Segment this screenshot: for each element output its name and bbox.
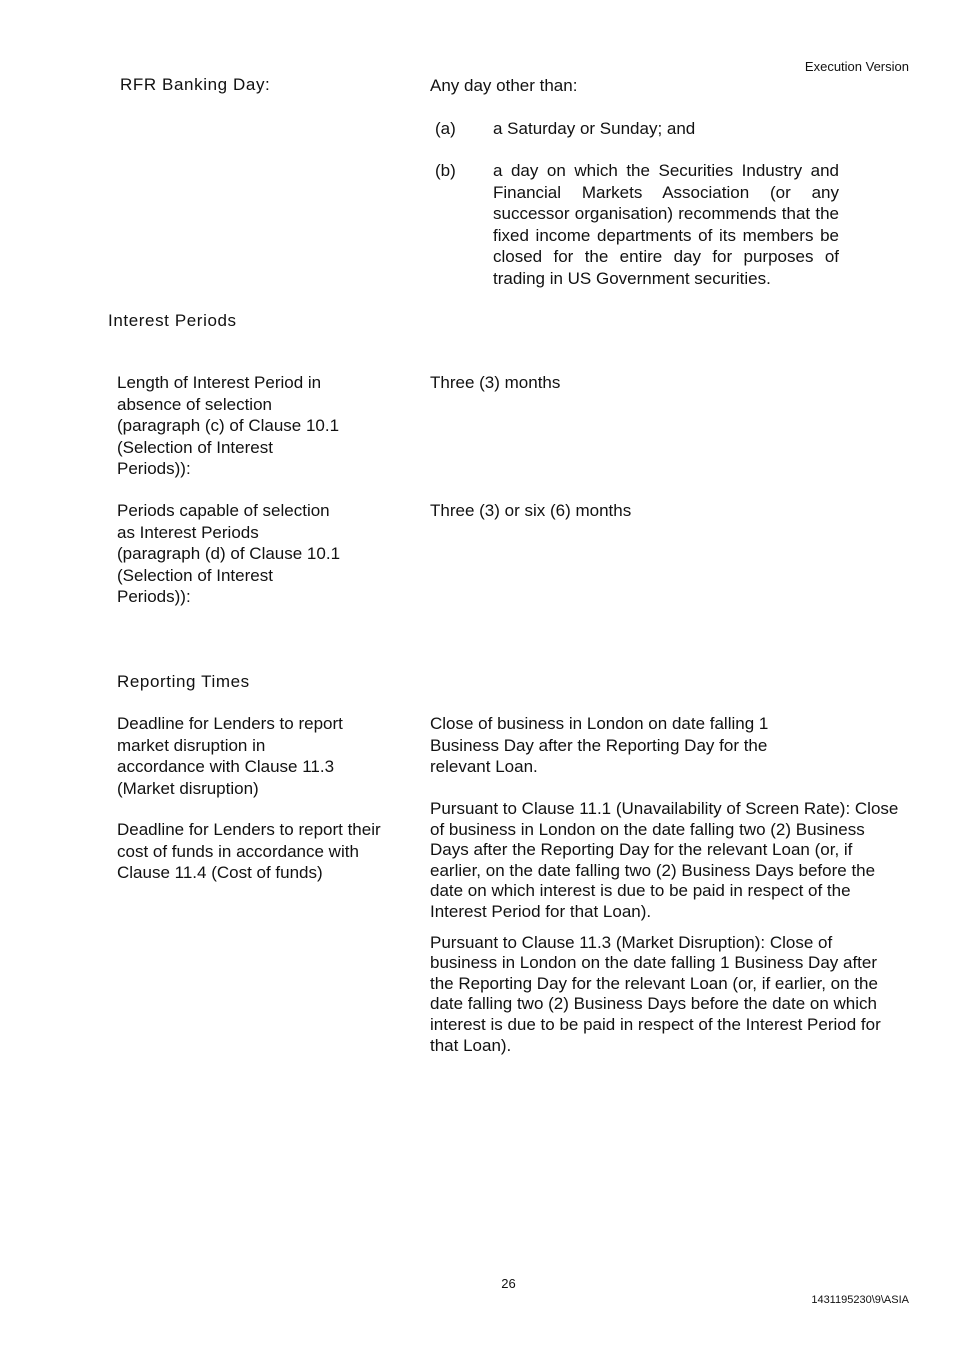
document-reference: 1431195230\9\ASIA [811,1294,909,1306]
market-disruption-value: Close of business in London on date falling 1 Business Day after the Reporting Day for the relevant Loan. [430,714,769,777]
interest-period-selection-label: Periods capable of selection as Interest Periods (paragraph (d) of Clause 10.1 (Selection of Interest Periods)): [117,501,341,607]
execution-version-label: Execution Version [804,59,909,74]
list-item-marker-b: (b) [435,161,456,180]
cost-of-funds-value-market-disruption: Pursuant to Clause 11.3 (Market Disruption): Close of business in London on the date falling 1 Business Day after the Reporting Day for the relevant Loan (or, if earlier, on the date falling two (2) Business Days before the date on which interest is due to be paid in respect of the Interest Period for that Loan). [430,932,881,1055]
interest-period-length-value: Three (3) months [430,373,561,392]
market-disruption-label: Deadline for Lenders to report market disruption in accordance with Clause 11.3 (Market disruption) [117,714,343,798]
cost-of-funds-values [430,799,902,1066]
list-item-text-b: a day on which the Securities Industry and Financial Markets Association (or any successor organisation) recommends that the fixed income departments of its members be closed for the entire day for purposes of trading in US Government securities. [493,161,839,288]
page-number: 26 [501,1276,516,1291]
interest-periods-heading: Interest Periods [108,311,237,330]
cost-of-funds-value-screen-rate: Pursuant to Clause 11.1 (Unavailability of Screen Rate): Close of business in London on the date falling two (2) Business Days after the Reporting Day for the relevant Loan (or, if earlier, on the date falling two (2) Business Days before the date on which interest is due to be paid in respect of the Interest Period for that Loan). [430,799,899,921]
rfr-banking-day-intro: Any day other than: [430,76,578,95]
interest-period-length-label: Length of Interest Period in absence of selection (paragraph (c) of Clause 10.1 (Selection of Interest Periods)): [117,373,340,479]
interest-period-selection-value: Three (3) or six (6) months [430,501,632,520]
list-item-marker-a: (a) [435,119,456,138]
list-item-text-a: a Saturday or Sunday; and [493,119,696,138]
rfr-banking-day-label: RFR Banking Day: [120,75,271,94]
cost-of-funds-label: Deadline for Lenders to report their cost of funds in accordance with Clause 11.4 (Cost of funds) [117,820,381,883]
reporting-times-heading: Reporting Times [117,672,250,691]
